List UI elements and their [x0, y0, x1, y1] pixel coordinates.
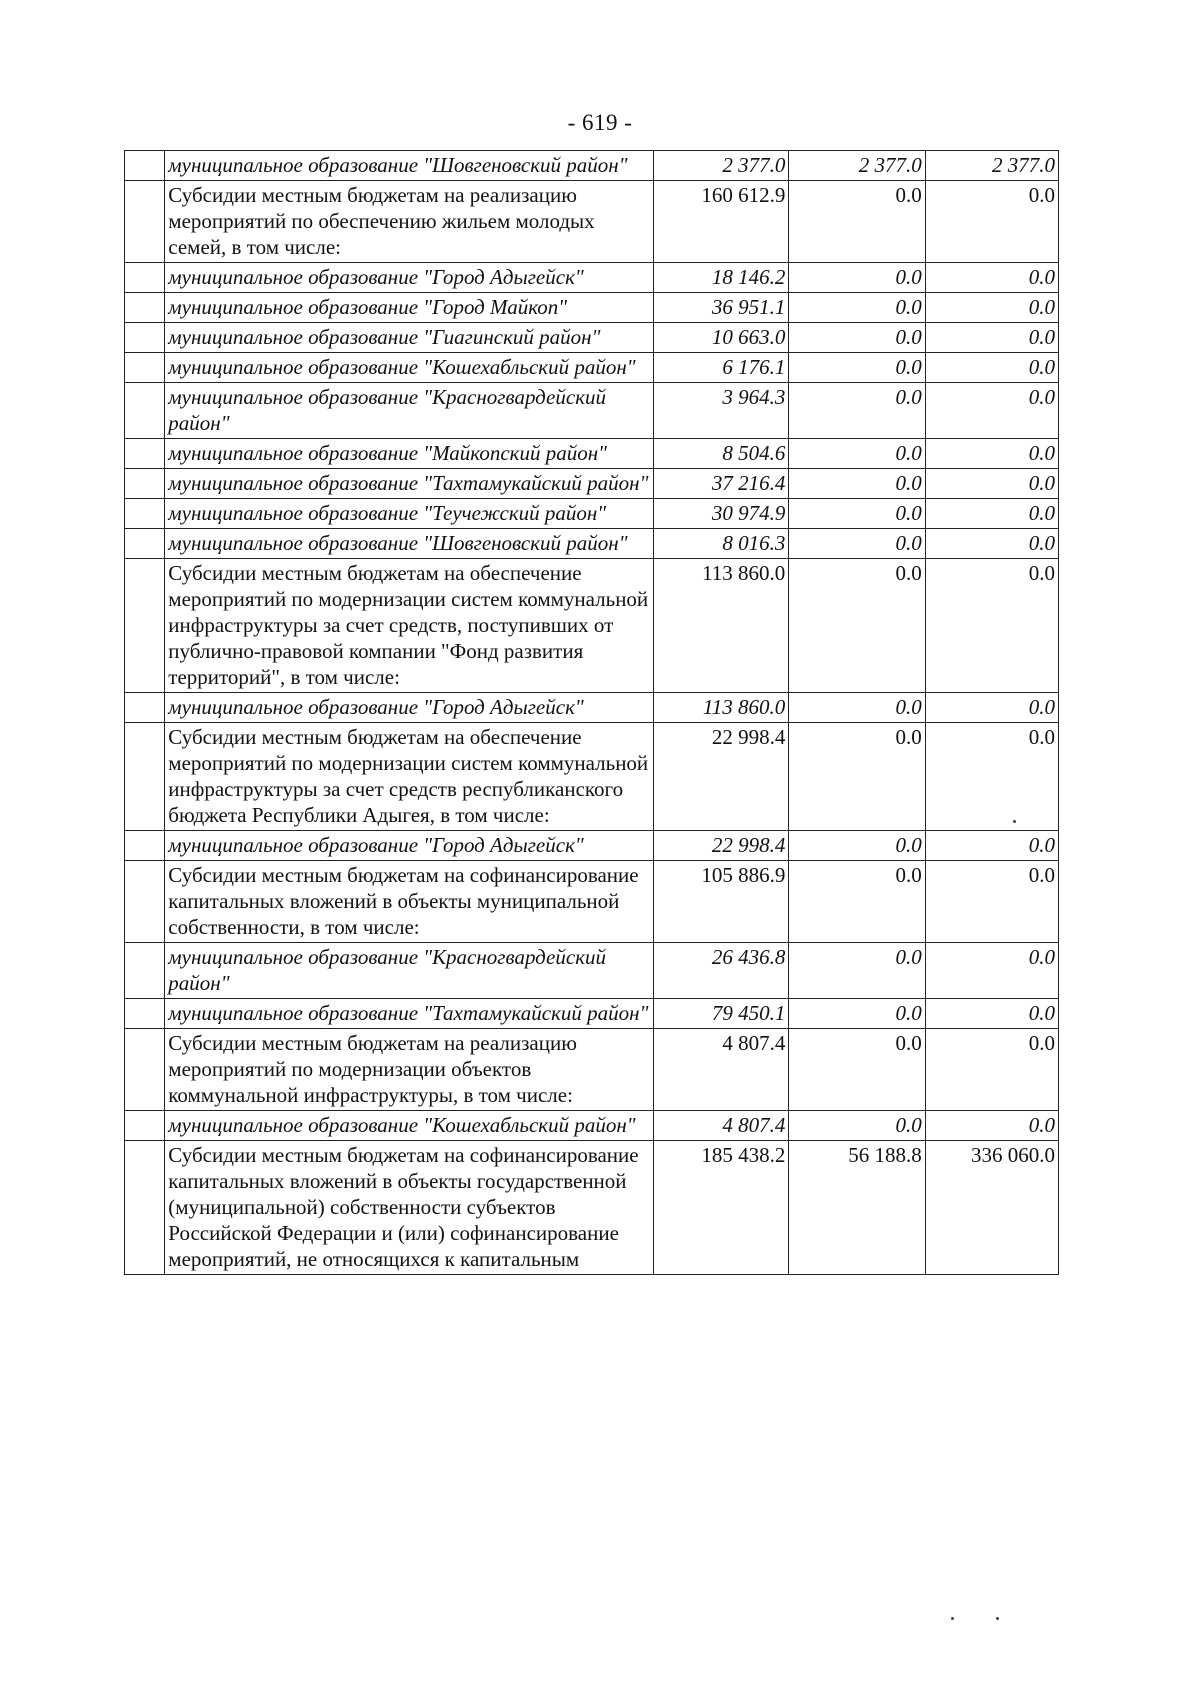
- table-row: [125, 469, 1059, 499]
- row-name-cell: муниципальное образование "Красногвардейский район": [165, 943, 654, 999]
- row-name-cell: муниципальное образование "Майкопский район": [165, 439, 654, 469]
- value-col-1-cell: 3 964.3: [653, 383, 788, 439]
- table-row: [125, 723, 1059, 831]
- row-index-cell: [125, 999, 165, 1029]
- table-row: [125, 559, 1059, 693]
- row-name-cell: муниципальное образование "Кошехабльский район": [165, 1111, 654, 1141]
- value-col-1-cell: 113 860.0: [653, 559, 788, 693]
- value-col-1-cell: 105 886.9: [653, 861, 788, 943]
- scan-speck: [951, 1617, 954, 1620]
- row-index-cell: [125, 1111, 165, 1141]
- row-index-cell: [125, 263, 165, 293]
- row-name-cell: Субсидии местным бюджетам на реализацию мероприятий по обеспечению жильем молодых семей, в том числе:: [165, 181, 654, 263]
- value-col-1-cell: 6 176.1: [653, 353, 788, 383]
- value-col-2-cell: 0.0: [789, 861, 925, 943]
- value-col-2-cell: 0.0: [789, 383, 925, 439]
- row-name-cell: муниципальное образование "Город Майкоп": [165, 293, 654, 323]
- budget-table: [124, 150, 1059, 1275]
- row-index-cell: [125, 499, 165, 529]
- row-name-cell: муниципальное образование "Шовгеновский район": [165, 151, 654, 181]
- row-name-cell: муниципальное образование "Тахтамукайский район": [165, 999, 654, 1029]
- value-col-2-cell: 0.0: [789, 999, 925, 1029]
- value-col-1-cell: 30 974.9: [653, 499, 788, 529]
- table-row: [125, 861, 1059, 943]
- value-col-1-cell: 18 146.2: [653, 263, 788, 293]
- value-col-3-cell: 0.0: [925, 353, 1058, 383]
- table-row: [125, 181, 1059, 263]
- value-col-3-cell: 0.0: [925, 469, 1058, 499]
- table-row: [125, 323, 1059, 353]
- table-row: [125, 1111, 1059, 1141]
- table-row: [125, 439, 1059, 469]
- row-index-cell: [125, 943, 165, 999]
- value-col-3-cell: 0.0: [925, 181, 1058, 263]
- table-row: [125, 999, 1059, 1029]
- row-index-cell: [125, 469, 165, 499]
- row-index-cell: [125, 861, 165, 943]
- row-name-cell: Субсидии местным бюджетам на софинансирование капитальных вложений в объекты муниципальной собственности, в том числе:: [165, 861, 654, 943]
- value-col-1-cell: 79 450.1: [653, 999, 788, 1029]
- value-col-3-cell: 0.0: [925, 1029, 1058, 1111]
- value-col-1-cell: 22 998.4: [653, 723, 788, 831]
- row-index-cell: [125, 559, 165, 693]
- value-col-1-cell: 113 860.0: [653, 693, 788, 723]
- value-col-2-cell: 0.0: [789, 499, 925, 529]
- value-col-3-cell: 0.0: [925, 943, 1058, 999]
- table-row: [125, 1141, 1059, 1275]
- row-name-cell: муниципальное образование "Шовгеновский район": [165, 529, 654, 559]
- row-name-cell: муниципальное образование "Город Адыгейск": [165, 693, 654, 723]
- value-col-1-cell: 8 504.6: [653, 439, 788, 469]
- table-row: [125, 293, 1059, 323]
- row-name-cell: муниципальное образование "Гиагинский район": [165, 323, 654, 353]
- value-col-3-cell: 0.0: [925, 293, 1058, 323]
- value-col-2-cell: 0.0: [789, 529, 925, 559]
- value-col-2-cell: 0.0: [789, 723, 925, 831]
- row-name-cell: Субсидии местным бюджетам на софинансирование капитальных вложений в объекты государственной (муниципальной) собственности субъектов Российской Федерации и (или) софинансирование мероприятий, не относящихся к капитальным: [165, 1141, 654, 1275]
- value-col-3-cell: 0.0: [925, 529, 1058, 559]
- value-col-3-cell: 0.0: [925, 861, 1058, 943]
- value-col-3-cell: 2 377.0: [925, 151, 1058, 181]
- value-col-1-cell: 185 438.2: [653, 1141, 788, 1275]
- value-col-2-cell: 0.0: [789, 1029, 925, 1111]
- row-index-cell: [125, 353, 165, 383]
- row-name-cell: муниципальное образование "Город Адыгейск": [165, 263, 654, 293]
- value-col-2-cell: 0.0: [789, 831, 925, 861]
- value-col-2-cell: 0.0: [789, 1111, 925, 1141]
- table-row: [125, 529, 1059, 559]
- row-name-cell: Субсидии местным бюджетам на обеспечение мероприятий по модернизации систем коммунальной инфраструктуры за счет средств, поступивших от публично-правовой компании "Фонд развития территорий", в том числе:: [165, 559, 654, 693]
- value-col-1-cell: 8 016.3: [653, 529, 788, 559]
- value-col-2-cell: 0.0: [789, 693, 925, 723]
- value-col-3-cell: 0.0: [925, 439, 1058, 469]
- value-col-3-cell: 0.0: [925, 693, 1058, 723]
- value-col-1-cell: 4 807.4: [653, 1029, 788, 1111]
- budget-table-body: [125, 151, 1059, 1275]
- value-col-1-cell: 36 951.1: [653, 293, 788, 323]
- table-row: [125, 383, 1059, 439]
- table-row: [125, 693, 1059, 723]
- row-index-cell: [125, 529, 165, 559]
- value-col-1-cell: 4 807.4: [653, 1111, 788, 1141]
- row-index-cell: [125, 293, 165, 323]
- value-col-3-cell: 0.0: [925, 723, 1058, 831]
- value-col-2-cell: 0.0: [789, 293, 925, 323]
- table-row: [125, 831, 1059, 861]
- row-index-cell: [125, 693, 165, 723]
- value-col-3-cell: 0.0: [925, 559, 1058, 693]
- row-index-cell: [125, 723, 165, 831]
- value-col-2-cell: 0.0: [789, 439, 925, 469]
- value-col-1-cell: 160 612.9: [653, 181, 788, 263]
- value-col-2-cell: 0.0: [789, 323, 925, 353]
- page-number: - 619 -: [567, 110, 633, 135]
- value-col-2-cell: 2 377.0: [789, 151, 925, 181]
- value-col-2-cell: 0.0: [789, 469, 925, 499]
- row-name-cell: Субсидии местным бюджетам на реализацию мероприятий по модернизации объектов коммунальной инфраструктуры, в том числе:: [165, 1029, 654, 1111]
- row-index-cell: [125, 383, 165, 439]
- value-col-3-cell: 0.0: [925, 831, 1058, 861]
- value-col-3-cell: 0.0: [925, 999, 1058, 1029]
- row-name-cell: Субсидии местным бюджетам на обеспечение мероприятий по модернизации систем коммунальной инфраструктуры за счет средств республиканского бюджета Республики Адыгея, в том числе:: [165, 723, 654, 831]
- value-col-3-cell: 0.0: [925, 323, 1058, 353]
- table-row: [125, 263, 1059, 293]
- row-index-cell: [125, 181, 165, 263]
- value-col-3-cell: 0.0: [925, 1111, 1058, 1141]
- value-col-1-cell: 10 663.0: [653, 323, 788, 353]
- value-col-2-cell: 0.0: [789, 263, 925, 293]
- value-col-3-cell: 336 060.0: [925, 1141, 1058, 1275]
- table-row: [125, 151, 1059, 181]
- value-col-1-cell: 37 216.4: [653, 469, 788, 499]
- value-col-2-cell: 0.0: [789, 181, 925, 263]
- value-col-3-cell: 0.0: [925, 383, 1058, 439]
- scan-speck: [996, 1617, 999, 1620]
- value-col-1-cell: 2 377.0: [653, 151, 788, 181]
- table-row: [125, 499, 1059, 529]
- row-index-cell: [125, 323, 165, 353]
- value-col-2-cell: 56 188.8: [789, 1141, 925, 1275]
- value-col-1-cell: 22 998.4: [653, 831, 788, 861]
- value-col-3-cell: 0.0: [925, 499, 1058, 529]
- value-col-2-cell: 0.0: [789, 943, 925, 999]
- scan-speck: [1013, 820, 1016, 823]
- row-name-cell: муниципальное образование "Кошехабльский район": [165, 353, 654, 383]
- row-index-cell: [125, 1029, 165, 1111]
- row-name-cell: муниципальное образование "Тахтамукайский район": [165, 469, 654, 499]
- value-col-2-cell: 0.0: [789, 559, 925, 693]
- row-name-cell: муниципальное образование "Красногвардейский район": [165, 383, 654, 439]
- value-col-2-cell: 0.0: [789, 353, 925, 383]
- value-col-3-cell: 0.0: [925, 263, 1058, 293]
- table-row: [125, 1029, 1059, 1111]
- table-row: [125, 353, 1059, 383]
- row-index-cell: [125, 151, 165, 181]
- row-index-cell: [125, 831, 165, 861]
- row-index-cell: [125, 439, 165, 469]
- row-name-cell: муниципальное образование "Город Адыгейск": [165, 831, 654, 861]
- row-index-cell: [125, 1141, 165, 1275]
- value-col-1-cell: 26 436.8: [653, 943, 788, 999]
- table-row: [125, 943, 1059, 999]
- row-name-cell: муниципальное образование "Теучежский район": [165, 499, 654, 529]
